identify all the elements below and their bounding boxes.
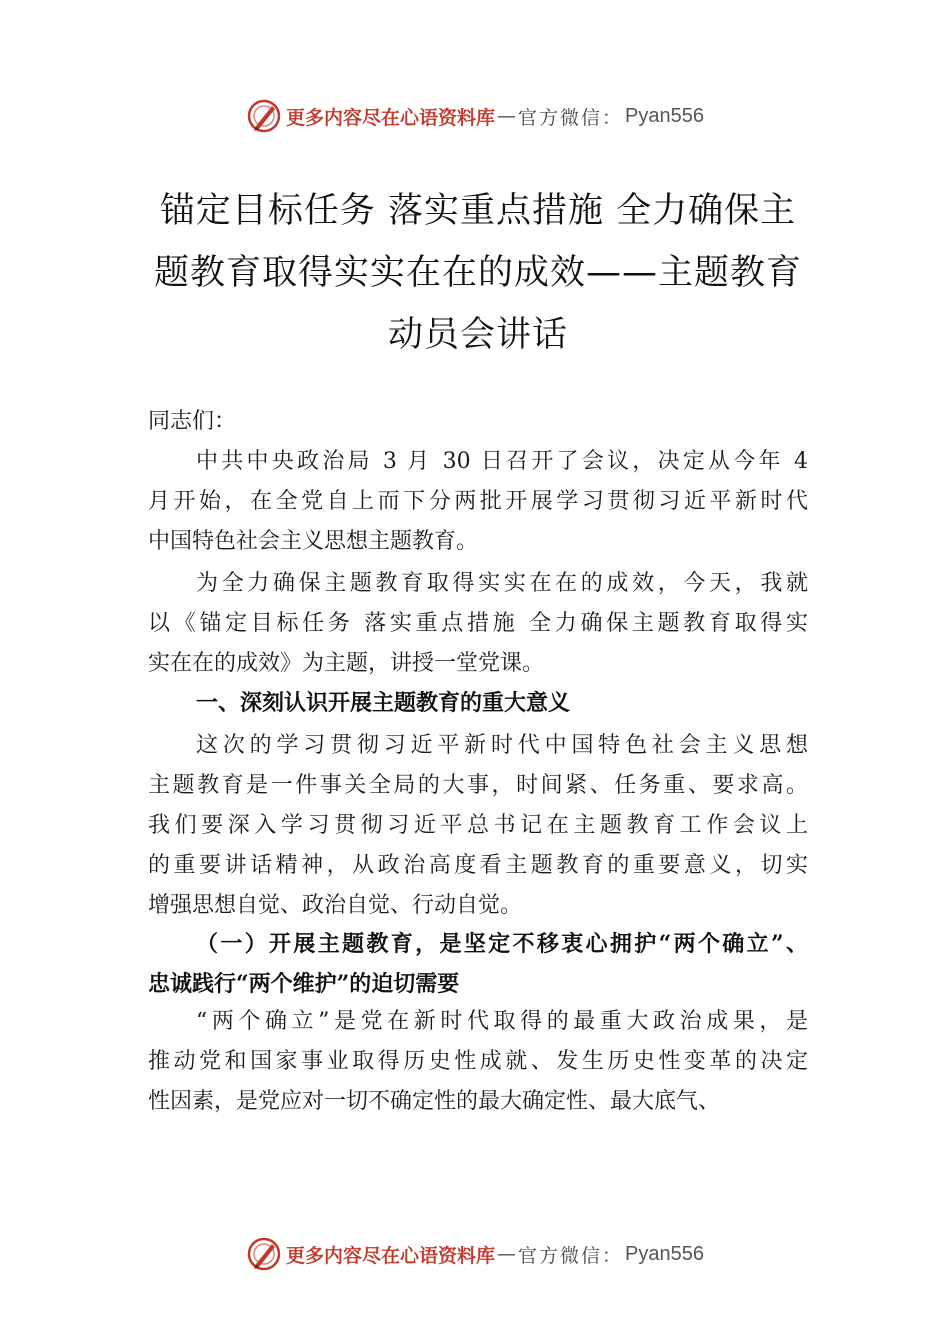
title-line: 动员会讲话 xyxy=(387,315,568,355)
paragraph-line: 性因素，是党应对一切不确定性的最大确定性、最大底气、 xyxy=(148,1089,721,1114)
watermark-brand: 更多内容尽在心语资料库 xyxy=(286,1244,496,1267)
watermark-label: 官方微信： xyxy=(518,1244,624,1267)
watermark-separator: — xyxy=(497,1243,517,1265)
watermark-banner-bottom xyxy=(0,1234,950,1274)
paragraph-line: 这次的学习贯彻习近平新时代中国特色社会主义思想 xyxy=(196,733,808,758)
title-line: 锚定目标任务 落实重点措施 全力确保主 xyxy=(159,191,797,231)
paragraph-line: 以《锚定目标任务 落实重点措施 全力确保主题教育取得实 xyxy=(148,611,808,636)
section-heading-text: 一、深刻认识开展主题教育的重大意义 xyxy=(196,691,571,716)
document-title xyxy=(148,180,808,366)
paragraph-line: 增强思想自觉、政治自觉、行动自觉。 xyxy=(148,893,523,918)
salutation xyxy=(148,402,808,442)
paragraph-2 xyxy=(148,564,808,684)
salutation-text: 同志们： xyxy=(148,409,237,434)
paragraph-line: 中共中央政治局 3 月 30 日召开了会议，决定从今年 4 xyxy=(196,449,808,474)
watermark-label: 官方微信： xyxy=(518,106,624,129)
paragraph-4 xyxy=(148,1002,808,1122)
paragraph-line: 的重要讲话精神，从政治高度看主题教育的重要意义，切实 xyxy=(148,853,808,878)
watermark-banner-top xyxy=(0,96,950,136)
section-heading-1 xyxy=(148,684,808,724)
paragraph-line: 月开始，在全党自上而下分两批开展学习贯彻习近平新时代 xyxy=(148,489,808,514)
subsection-heading-1 xyxy=(148,924,808,1004)
subsection-heading-line: 忠诚践行“两个维护”的迫切需要 xyxy=(148,971,460,997)
watermark-brand: 更多内容尽在心语资料库 xyxy=(286,106,496,129)
watermark-wechat-id: Pyan556 xyxy=(625,1242,704,1265)
paragraph-line: 为全力确保主题教育取得实实在在的成效，今天，我就 xyxy=(196,571,808,596)
title-line: 题教育取得实实在在的成效——主题教育 xyxy=(153,253,802,293)
paragraph-line: 实在在的成效》为主题，讲授一堂党课。 xyxy=(148,651,545,676)
watermark-separator: — xyxy=(497,105,517,127)
paragraph-line: 主题教育是一件事关全局的大事，时间紧、任务重、要求高。 xyxy=(148,773,808,798)
paragraph-line: “两个确立”是党在新时代取得的最重大政治成果，是 xyxy=(196,1009,808,1034)
pen-logo-icon xyxy=(246,98,282,134)
subsection-heading-line: （一）开展主题教育，是坚定不移衷心拥护“两个确立”、 xyxy=(196,931,808,957)
paragraph-3 xyxy=(148,726,808,926)
watermark-wechat-id: Pyan556 xyxy=(625,104,704,127)
paragraph-line: 我们要深入学习贯彻习近平总书记在主题教育工作会议上 xyxy=(148,813,808,838)
paragraph-line: 中国特色社会主义思想主题教育。 xyxy=(148,529,479,554)
pen-logo-icon xyxy=(246,1236,282,1272)
paragraph-line: 推动党和国家事业取得历史性成就、发生历史性变革的决定 xyxy=(148,1049,808,1074)
paragraph-1 xyxy=(148,442,808,562)
